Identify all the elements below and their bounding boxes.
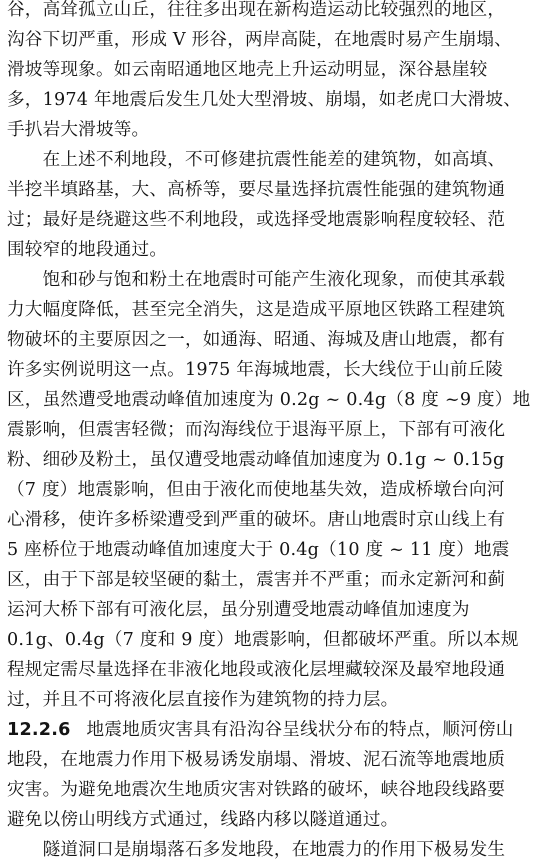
text-line: 在上述不利地段，不可修建抗震性能差的建筑物，如高填、 [7, 150, 506, 170]
text-line: 粉、细砂及粉土，虽仅遭受地震动峰值加速度为 0.1g ~ 0.15g [7, 450, 505, 470]
text-line: 隧道洞口是崩塌落石多发地段，在地震力的作用下极易发生 [7, 840, 506, 860]
text-line: 0.1g、0.4g（7 度和 9 度）地震影响，但都破坏严重。所以本规 [7, 630, 519, 650]
text-line: 运河大桥下部有可液化层，虽分别遭受地震动峰值加速度为 [7, 600, 470, 620]
text-line: 许多实例说明这一点。1975 年海城地震，长大线位于山前丘陵 [7, 360, 504, 380]
text-line: 沟谷下切严重，形成 V 形谷，两岸高陡，在地震时易产生崩塌、 [7, 30, 512, 50]
text-line: 区，由于下部是较坚硬的黏土，震害并不严重；而永定新河和蓟 [7, 570, 506, 590]
text-line: 地段，在地震力作用下极易诱发崩塌、滑坡、泥石流等地震地质 [7, 750, 506, 770]
text-line: 心滑移，使许多桥梁遭受到严重的破坏。唐山地震时京山线上有 [7, 510, 506, 530]
text-line: 程规定需尽量选择在非液化地段或液化层埋藏较深及最窄地段通 [7, 660, 506, 680]
text-line: 5 座桥位于地震动峰值加速度大于 0.4g（10 度 ~ 11 度）地震 [7, 540, 510, 560]
text-line: 半挖半填路基，大、高桥等，要尽量选择抗震性能强的建筑物通 [7, 180, 506, 200]
text-line: 滑坡等现象。如云南昭通地区地壳上升运动明显，深谷悬崖较 [7, 60, 488, 80]
text-line: 震影响，但震害轻微；而沟海线位于退海平原上，下部有可液化 [7, 420, 506, 440]
text-line: 围较窄的地段通过。 [7, 240, 168, 260]
text-line: 力大幅度降低，甚至完全消失，这是造成平原地区铁路工程建筑 [7, 300, 506, 320]
text-line: 手扒岩大滑坡等。 [7, 120, 150, 140]
text-line: 过，并且不可将液化层直接作为建筑物的持力层。 [7, 690, 399, 710]
text-line: 避免以傍山明线方式通过，线路内移以隧道通过。 [7, 810, 399, 830]
text-line: 饱和砂与饱和粉土在地震时可能产生液化现象，而使其承载 [7, 270, 506, 290]
section-first-line: 地震地质灾害具有沿沟谷呈线状分布的特点，顺河傍山 [86, 720, 514, 740]
text-line: 物破坏的主要原因之一，如通海、昭通、海城及唐山地震，都有 [7, 330, 506, 350]
text-line: 过；最好是绕避这些不利地段，或选择受地震影响程度较轻、范 [7, 210, 506, 230]
text-line: 区，虽然遭受地震动峰值加速度为 0.2g ~ 0.4g（8 度 ~9 度）地 [7, 390, 531, 410]
section-number: 12.2.6 [7, 720, 71, 740]
text-line: 多，1974 年地震后发生几处大型滑坡、崩塌，如老虎口大滑坡、 [7, 90, 522, 110]
text-line: （7 度）地震影响，但由于液化而使地基失效，造成桥墩台向河 [7, 480, 505, 500]
text-line: 谷，高耸孤立山丘，往往多出现在新构造运动比较强烈的地区， [7, 0, 506, 20]
text-line: 灾害。为避免地震次生地质灾害对铁路的破坏，峡谷地段线路要 [7, 780, 506, 800]
section-heading-line [7, 715, 514, 745]
